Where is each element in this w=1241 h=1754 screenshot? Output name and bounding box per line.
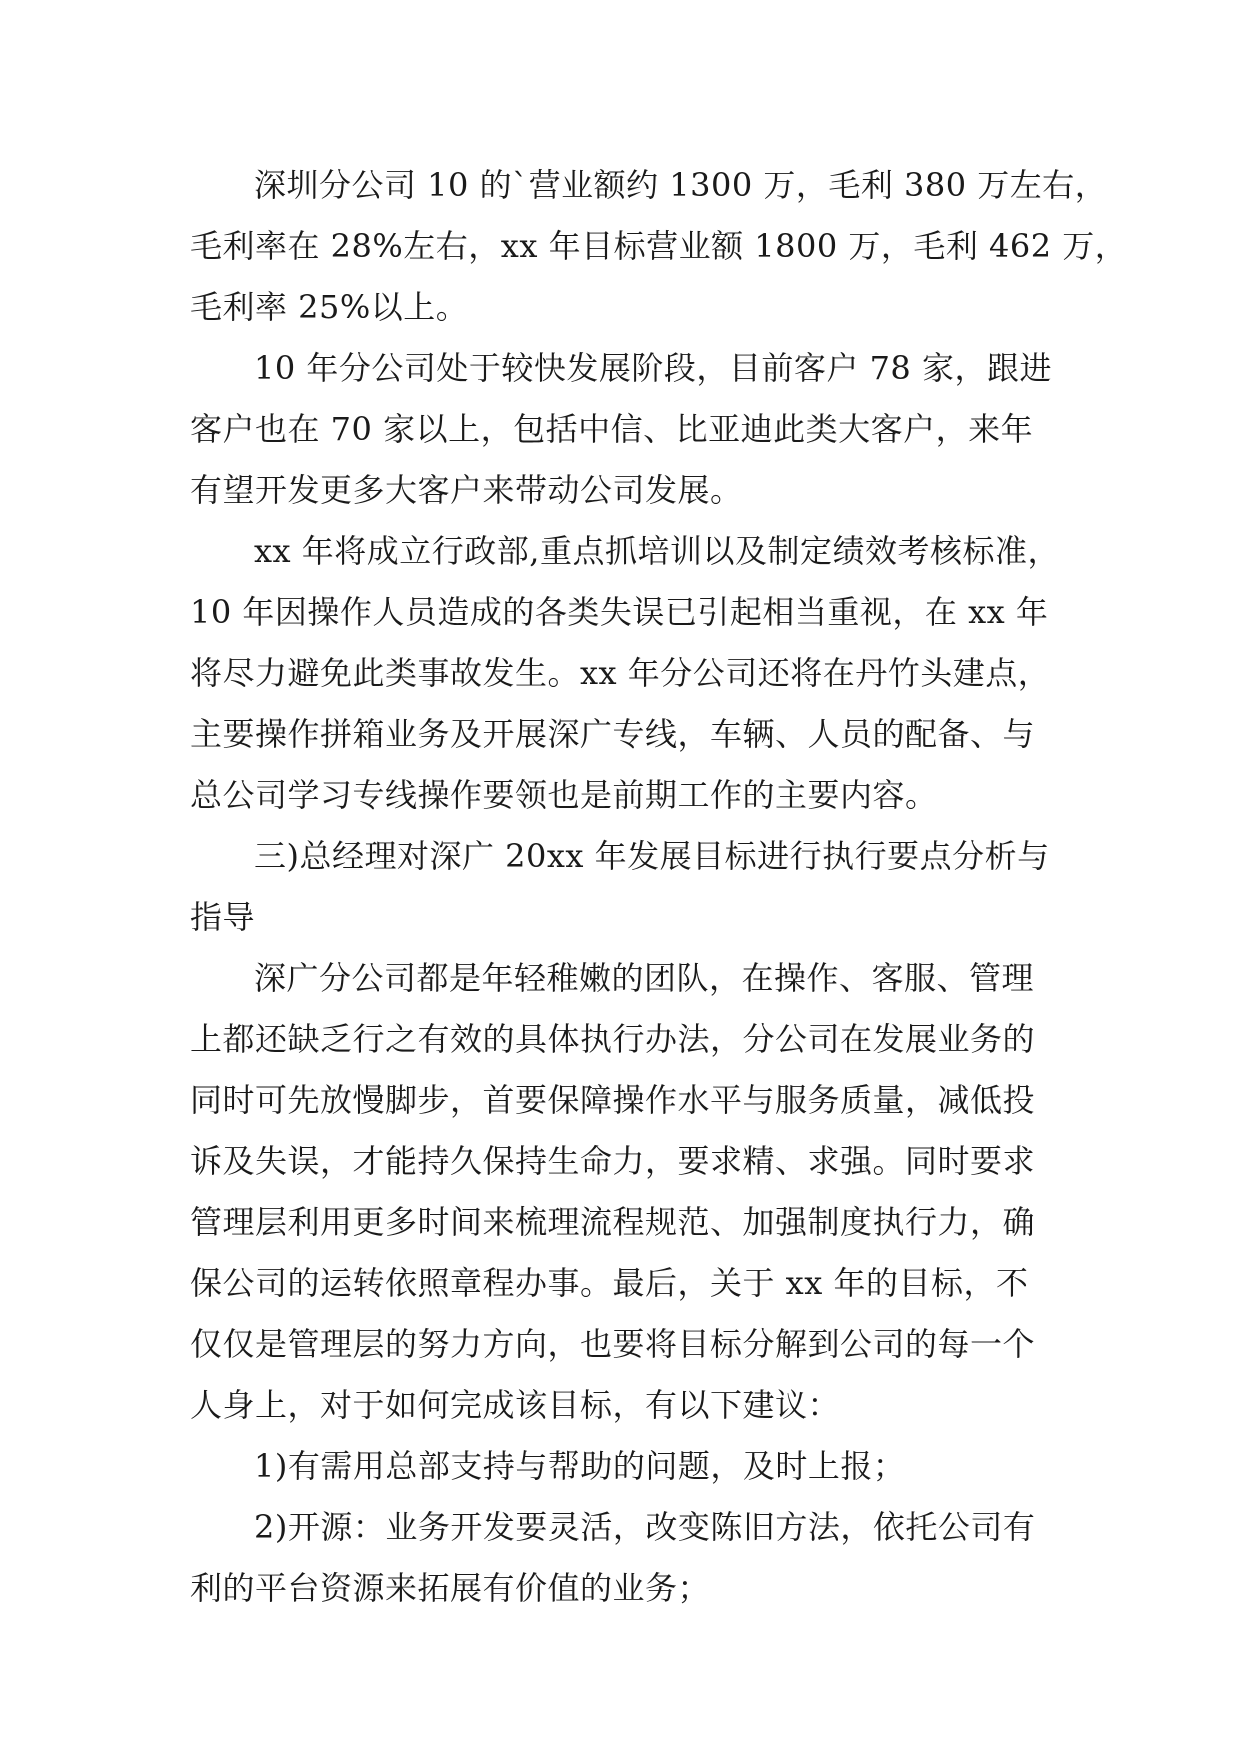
paragraph-line: 10 年分公司处于较快发展阶段，目前客户 78 家，跟进 [254, 349, 1052, 387]
list-item-line: 1)有需用总部支持与帮助的问题，及时上报； [254, 1447, 906, 1485]
paragraph-line: 客户也在 70 家以上，包括中信、比亚迪此类大客户，来年 [190, 410, 1034, 448]
paragraph-line: 保公司的运转依照章程办事。最后，关于 xx 年的目标，不 [190, 1264, 1029, 1302]
section-heading-line: 指导 [190, 898, 256, 936]
paragraph-line: 深圳分公司 10 的`营业额约 1300 万，毛利 380 万左右， [254, 166, 1108, 204]
paragraph-line: 人身上，对于如何完成该目标，有以下建议： [190, 1386, 841, 1424]
section-heading-line: 三)总经理对深广 20xx 年发展目标进行执行要点分析与 [254, 837, 1050, 875]
paragraph-line: 上都还缺乏行之有效的具体执行办法，分公司在发展业务的 [190, 1020, 1036, 1058]
paragraph-line: 深广分公司都是年轻稚嫩的团队，在操作、客服、管理 [254, 959, 1035, 997]
paragraph-line: 总公司学习专线操作要领也是前期工作的主要内容。 [190, 776, 938, 814]
paragraph-line: 同时可先放慢脚步，首要保障操作水平与服务质量，减低投 [190, 1081, 1036, 1119]
paragraph-line: 毛利率 25%以上。 [190, 288, 469, 326]
list-item-line: 2)开源：业务开发要灵活，改变陈旧方法，依托公司有 [254, 1508, 1036, 1546]
paragraph-line: 有望开发更多大客户来带动公司发展。 [190, 471, 743, 509]
paragraph-line: 仅仅是管理层的努力方向，也要将目标分解到公司的每一个 [190, 1325, 1036, 1363]
paragraph-line: 毛利率在 28%左右，xx 年目标营业额 1800 万，毛利 462 万， [190, 227, 1128, 265]
paragraph-line: 主要操作拼箱业务及开展深广专线，车辆、人员的配备、与 [190, 715, 1036, 753]
paragraph-line: 10 年因操作人员造成的各类失误已引起相当重视，在 xx 年 [190, 593, 1049, 631]
list-item-line: 利的平台资源来拓展有价值的业务； [190, 1569, 711, 1607]
paragraph-line: xx 年将成立行政部,重点抓培训以及制定绩效考核标准， [254, 532, 1060, 570]
document-body [190, 155, 1128, 1619]
paragraph-line: 管理层利用更多时间来梳理流程规范、加强制度执行力，确 [190, 1203, 1036, 1241]
paragraph-line: 诉及失误，才能持久保持生命力，要求精、求强。同时要求 [190, 1142, 1036, 1180]
paragraph-line: 将尽力避免此类事故发生。xx 年分公司还将在丹竹头建点， [190, 654, 1051, 692]
